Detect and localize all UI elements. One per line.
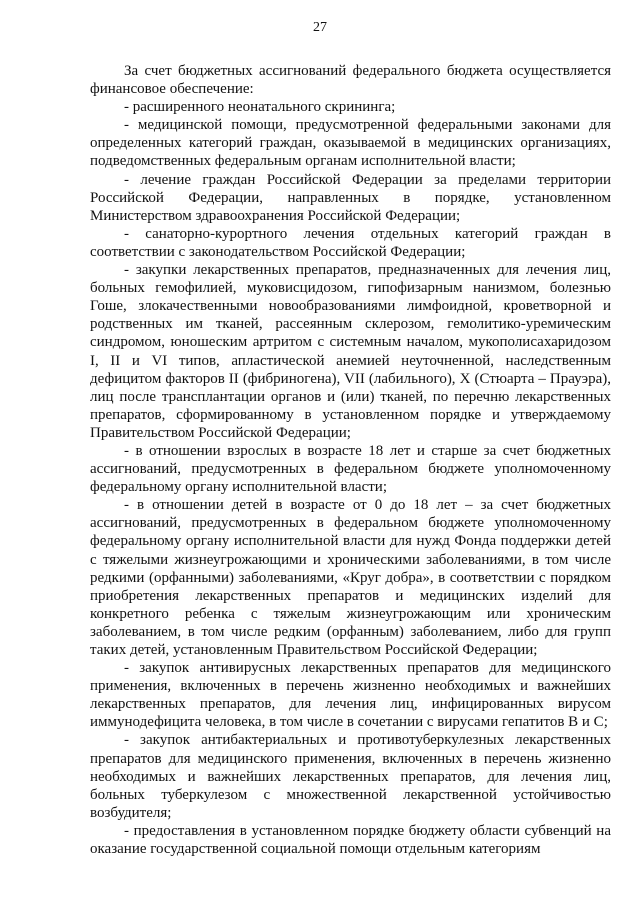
intro-paragraph: За счет бюджетных ассигнований федерального бюджета осуществляется финансовое обеспечение: bbox=[90, 63, 611, 98]
list-item-sanatorium: - санаторно-курортного лечения отдельных категорий граждан в соответствии с законодательством Российской Федерации; bbox=[90, 225, 611, 260]
list-item-adults: - в отношении взрослых в возрасте 18 лет и старше за счет бюджетных ассигнований, предусмотренных в федеральном бюджете уполномоченному федеральному органу исполнительной власти; bbox=[90, 442, 611, 496]
list-item-neonatal-screening: - расширенного неонатального скрининга; bbox=[124, 99, 396, 116]
list-item-medical-care: - медицинской помощи, предусмотренной федеральными законами для определенных категорий граждан, оказываемой в медицинских организациях, подведомственных федеральным органам исполнительной власти; bbox=[90, 117, 611, 170]
list-item-drug-purchases: - закупки лекарственных препаратов, предназначенных для лечения лиц, больных гемофилией, муковисцидозом, гипофизарным нанизмом, болезнью Гоше, злокачественными новообразованиями лимфоидной, кроветворной и родственных им тканей, рассеянным склерозом, гемолитико-уремическим синдромом, юношеским артритом с системным началом, мукополисахаридозом I, II и VI типов, апластической анемией неуточненной, наследственным дефицитом факторов II (фибриногена), VII (лабильного), X (Стюарта – Прауэра), лиц после трансплантации органов и (или) тканей, по перечню лекарственных препаратов, сформированному в установленном порядке и утверждаемому Правительством Российской Федерации; bbox=[90, 262, 611, 441]
list-item-subventions: - предоставления в установленном порядке бюджету области субвенций на оказание государственной социальной помощи отдельным категориям bbox=[90, 822, 611, 858]
list-item-antiviral: - закупок антивирусных лекарственных препаратов для медицинского применения, включенных в перечень жизненно необходимых и важнейших лекарственных препаратов, для лечения лиц, инфицированных вирусом иммунодефицита человека, в том числе в сочетании с вирусами гепатитов B и C; bbox=[90, 660, 611, 731]
page-number: 27 bbox=[313, 20, 327, 35]
list-item-antibacterial: - закупок антибактериальных и противотуберкулезных лекарственных препаратов для медицинского применения, включенных в перечень жизненно необходимых и важнейших лекарственных препаратов, для лечения лиц, больных туберкулезом с множественной лекарственной устойчивостью возбудителя; bbox=[90, 732, 611, 821]
list-item-treatment-abroad: - лечение граждан Российской Федерации за пределами территории Российской Федерации, направленных в порядке, установленном Министерством здравоохранения Российской Федерации; bbox=[90, 171, 611, 224]
document-body bbox=[90, 62, 611, 858]
list-item-children: - в отношении детей в возрасте от 0 до 18 лет – за счет бюджетных ассигнований, предусмотренных в федеральном бюджете уполномоченному федеральному органу исполнительной власти для нужд Фонда поддержки детей с тяжелыми жизнеугрожающими и хроническими заболеваниями, в том числе редкими (орфанными) заболеваниями, «Круг добра», в соответствии с порядком приобретения лекарственных препаратов и медицинских изделий для конкретного ребенка с тяжелым жизнеугрожающим или хроническим заболеванием, в том числе редким (орфанным) заболеванием, либо для групп таких детей, установленным Правительством Российской Федерации; bbox=[90, 497, 611, 658]
